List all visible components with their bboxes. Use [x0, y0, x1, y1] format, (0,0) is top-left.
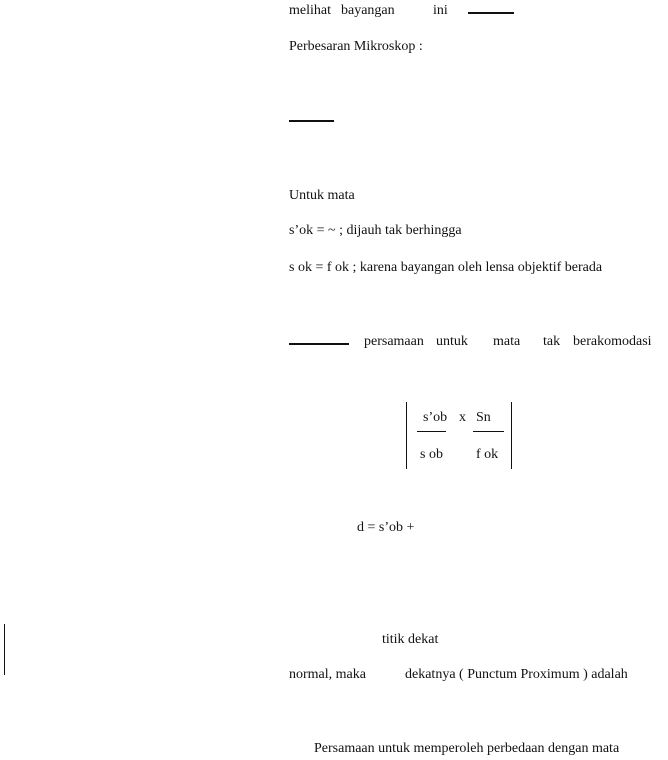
text-tak: tak: [543, 334, 561, 349]
formula-right-bar: [511, 402, 512, 469]
text-sok-infinity: s’ok = ~ ; dijauh tak berhingga: [289, 223, 462, 238]
equation-placeholder-rule: [468, 12, 514, 14]
text-untuk-mata: Untuk mata: [289, 188, 355, 203]
text-d-formula: d = s’ob +: [357, 520, 415, 535]
formula-left-bar: [406, 402, 407, 469]
text-persamaan-perbedaan: Persamaan untuk memperoleh perbedaan dengan mata: [314, 741, 620, 756]
formula-numerator-sob: s’ob: [423, 410, 448, 425]
text-sok-fok: s ok = f ok ; karena bayangan oleh lensa objektif berada: [289, 260, 603, 275]
text-melihat: melihat: [289, 3, 331, 18]
formula-times: x: [459, 410, 466, 425]
text-bayangan: bayangan: [341, 3, 395, 18]
text-normal-maka: normal, maka: [289, 667, 366, 682]
text-titik-dekat: titik dekat: [382, 632, 439, 647]
text-mata: mata: [493, 334, 521, 349]
formula-denominator-fok: f ok: [476, 447, 499, 462]
text-dekatnya: dekatnya ( Punctum Proximum ) adalah: [405, 667, 628, 682]
formula-numerator-sn: Sn: [476, 410, 491, 425]
equation-placeholder-rule: [289, 120, 334, 122]
text-berakomodasi: berakomodasi: [573, 334, 652, 349]
text-perbesaran-mikroskop: Perbesaran Mikroskop :: [289, 39, 423, 54]
formula-fraction-line-right: [473, 431, 504, 432]
formula-denominator-sob: s ob: [420, 447, 443, 462]
text-ini: ini: [433, 3, 448, 18]
margin-bar: [4, 624, 5, 675]
text-persamaan: persamaan: [364, 334, 424, 349]
formula-fraction-line-left: [417, 431, 446, 432]
equation-placeholder-rule: [289, 343, 349, 345]
text-untuk: untuk: [436, 334, 468, 349]
